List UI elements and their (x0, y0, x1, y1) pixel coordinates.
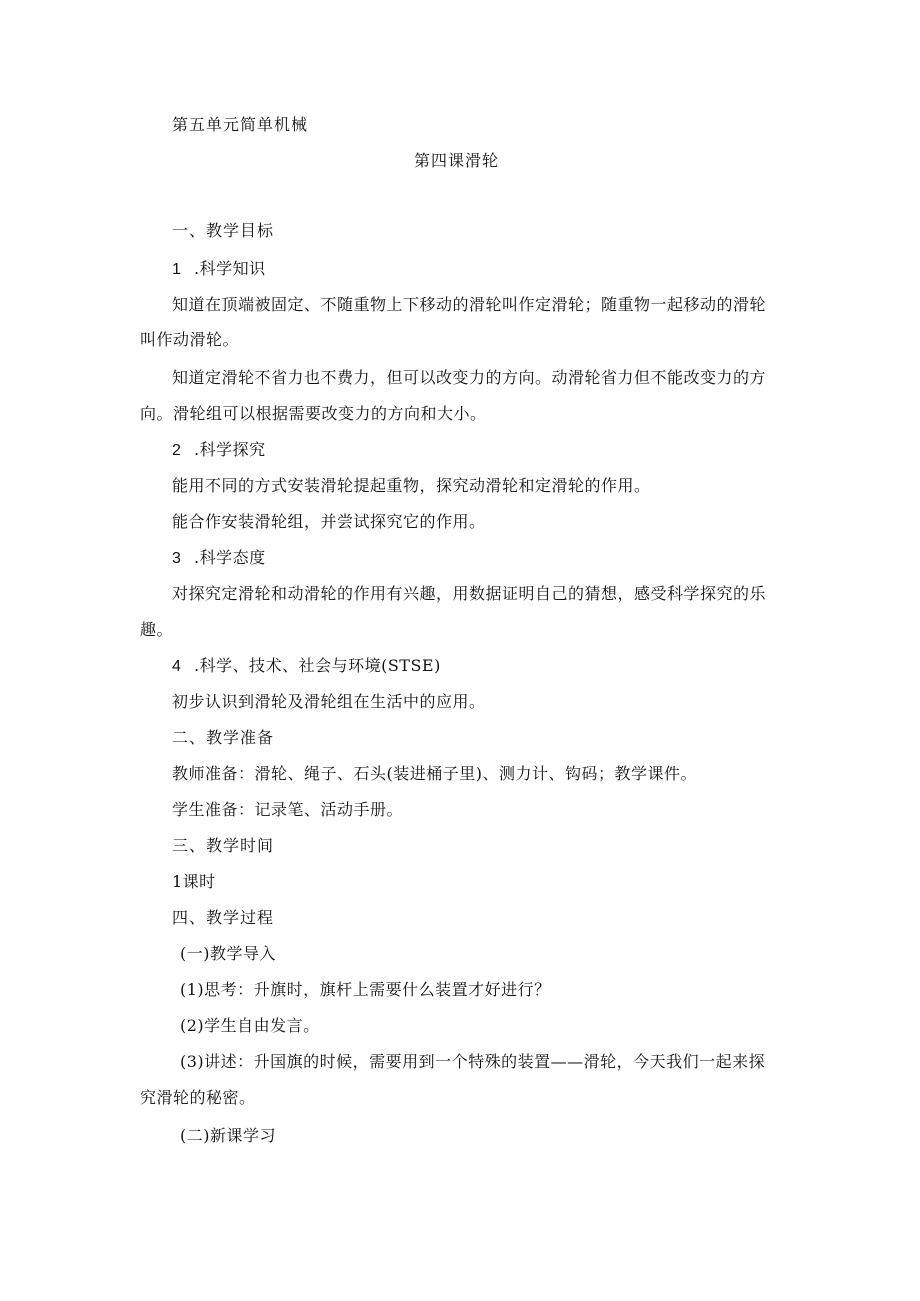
teaching-time-value: 1课时 (172, 872, 216, 891)
paragraph-line: 叫作动滑轮。 (140, 330, 240, 349)
subheading-number: 3 (172, 550, 182, 567)
new-lesson-heading: (二)新课学习 (180, 1126, 276, 1145)
process-step: (1)思考：升旗时，旗杆上需要什么装置才好进行？ (180, 980, 551, 999)
unit-title: 第五单元简单机械 (172, 115, 309, 134)
teacher-preparation: 教师准备：滑轮、绳子、石头(装进桶子里)、测力计、钩码；教学课件。 (172, 764, 697, 783)
paragraph-line: 对探究定滑轮和动滑轮的作用有兴趣，用数据证明自己的猜想，感受科学探究的乐 (172, 584, 767, 603)
subheading-number: 1 (172, 261, 182, 278)
paragraph-line: 知道在顶端被固定、不随重物上下移动的滑轮叫作定滑轮；随重物一起移动的滑轮 (172, 295, 767, 314)
subheading-number: 4 (172, 658, 182, 675)
subheading-number: 2 (172, 442, 182, 459)
paragraph-line: 向。滑轮组可以根据需要改变力的方向和大小。 (140, 404, 487, 423)
section-heading-time: 三、教学时间 (172, 836, 275, 855)
process-step-continued: 究滑轮的秘密。 (140, 1088, 256, 1107)
paragraph-line: 能用不同的方式安装滑轮提起重物，探究动滑轮和定滑轮的作用。 (172, 476, 651, 495)
section-heading-preparation: 二、教学准备 (172, 728, 275, 747)
subheading-stse (172, 656, 441, 677)
paragraph-line: 初步认识到滑轮及滑轮组在生活中的应用。 (172, 692, 486, 711)
lesson-title: 第四课滑轮 (414, 151, 500, 170)
section-heading-objectives: 一、教学目标 (172, 221, 275, 240)
subheading-label: .科学态度 (194, 548, 266, 567)
process-intro-heading: (一)教学导入 (180, 944, 276, 963)
paragraph-line: 能合作安装滑轮组，并尝试探究它的作用。 (172, 512, 486, 531)
subheading-label: .科学、技术、社会与环境(STSE) (194, 656, 441, 675)
paragraph-line: 趣。 (140, 620, 174, 639)
subheading-label: .科学知识 (194, 259, 266, 278)
process-step: (3)讲述：升国旗的时候，需要用到一个特殊的装置——滑轮，今天我们一起来探 (180, 1052, 766, 1071)
process-step: (2)学生自由发言。 (180, 1016, 320, 1035)
section-heading-process: 四、教学过程 (172, 908, 275, 927)
subheading-knowledge (172, 259, 266, 280)
paragraph-line: 知道定滑轮不省力也不费力，但可以改变力的方向。动滑轮省力但不能改变力的方 (172, 368, 767, 387)
subheading-attitude (172, 548, 266, 569)
subheading-inquiry (172, 440, 266, 461)
subheading-label: .科学探究 (194, 440, 266, 459)
student-preparation: 学生准备：记录笔、活动手册。 (172, 800, 404, 819)
